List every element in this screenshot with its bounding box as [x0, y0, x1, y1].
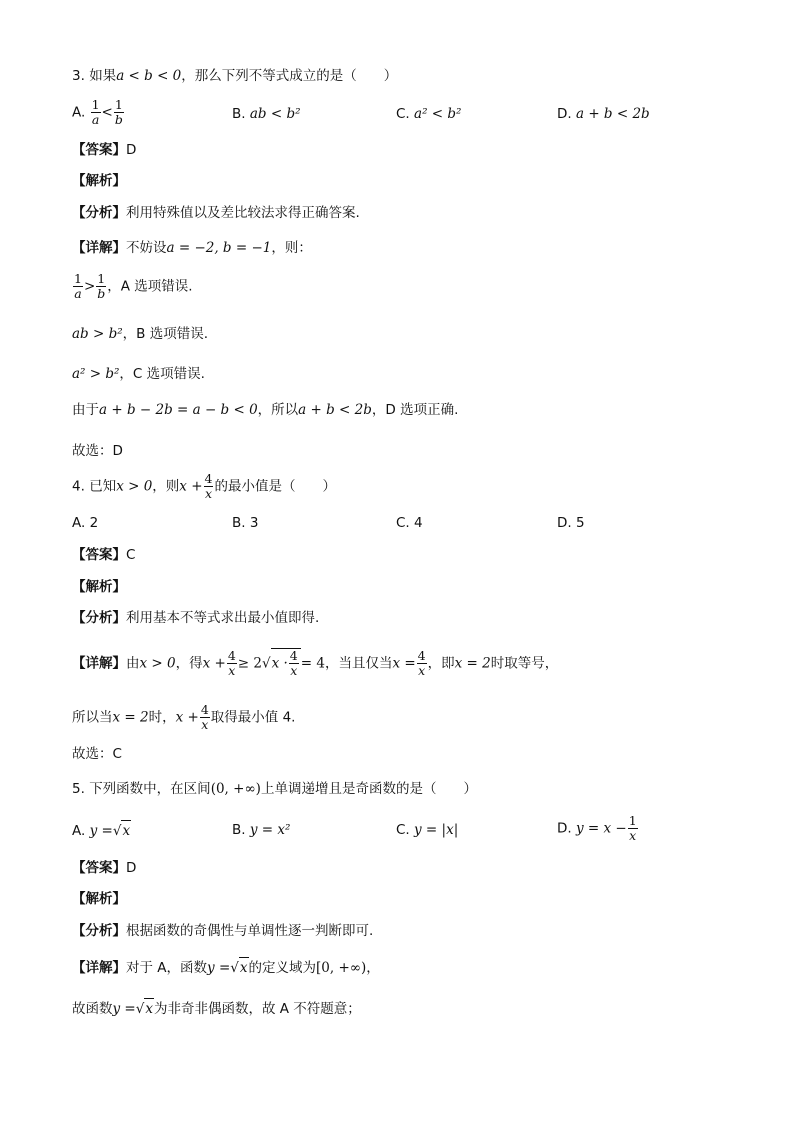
option-d: D. 5 [557, 515, 585, 531]
analysis-summary: 【分析】利用特殊值以及差比较法求得正确答案. [72, 205, 360, 221]
choice-line: 故选：D [72, 443, 123, 459]
analysis-tag: 【解析】 [72, 173, 126, 189]
question-number: 5. [72, 781, 85, 797]
question-3-stem: 3. 如果a < b < 0，那么下列不等式成立的是（ ） [72, 68, 398, 84]
option-d: D. y = x − $\frac{1}{x}$ [557, 813, 637, 843]
math-inline: a < b < 0 [116, 68, 182, 84]
answer-line: 【答案】C [72, 547, 136, 563]
fraction: $\frac{4}{x}$ [204, 471, 213, 501]
option-a: A. $\frac{1}{a}$ < $\frac{1}{b}$ [72, 97, 123, 127]
answer-line: 【答案】D [72, 860, 137, 876]
detail-step-b: ab > b²，B 选项错误. [72, 326, 208, 342]
option-b: B. y = x² [232, 822, 291, 838]
question-5-stem: 5. 下列函数中，在区间(0, +∞)上单调递增且是奇函数的是（ ） [72, 781, 477, 797]
question-number: 4. [72, 478, 85, 495]
fraction: $\frac{1}{b}$ [114, 97, 123, 127]
option-c: C. 4 [396, 515, 423, 531]
option-a: A. y =√x [72, 820, 131, 841]
detail-line: 【详解】对于 A，函数y =√x的定义域为[0, +∞)， [72, 957, 380, 978]
analysis-tag: 【解析】 [72, 891, 126, 907]
analysis-summary: 【分析】利用基本不等式求出最小值即得. [72, 610, 320, 626]
fraction: $\frac{1}{b}$ [97, 271, 106, 301]
option-b: B. ab < b² [232, 106, 301, 122]
option-a: A. 2 [72, 515, 99, 531]
choice-line: 故选：C [72, 746, 122, 762]
option-c: C. a² < b² [396, 106, 462, 122]
detail-step-c: a² > b²，C 选项错误. [72, 366, 205, 382]
option-d: D. a + b < 2b [557, 106, 650, 122]
fraction: $\frac{4}{x}$ [200, 702, 209, 732]
detail-step-a: $\frac{1}{a}$ > $\frac{1}{b}$ ，A 选项错误. [74, 271, 193, 301]
fraction: $\frac{4}{x}$ [227, 648, 236, 678]
question-number: 3. [72, 68, 85, 84]
detail-line: 【详解】不妨设a = −2, b = −1，则： [72, 240, 312, 256]
analysis-summary: 【分析】根据函数的奇偶性与单调性逐一判断即可. [72, 923, 374, 939]
fraction: $\frac{1}{x}$ [628, 813, 637, 843]
detail-step: 所以当x = 2时，x + $\frac{4}{x}$ 取得最小值 4. [72, 702, 296, 732]
analysis-tag: 【解析】 [72, 579, 126, 595]
detail-step-d: 由于a + b − 2b = a − b < 0，所以a + b < 2b，D 选项正确. [72, 402, 459, 418]
option-c: C. y = |x| [396, 822, 459, 838]
fraction: $\frac{1}{a}$ [91, 97, 100, 127]
sqrt-radicand: x · $\frac{4}{x}$ [271, 648, 301, 678]
detail-line: 【详解】由x > 0，得x + $\frac{4}{x}$ ≥ 2√x · $\frac{4}{x}$ = 4，当且仅当x = $\frac{4}{x}$ ，即x = 2时取等号， [72, 648, 559, 678]
answer-line: 【答案】D [72, 142, 137, 158]
question-4-stem: 4. 已知x > 0，则x + $\frac{4}{x}$ 的最小值是（ ） [72, 471, 336, 501]
sqrt-symbol: √ [261, 655, 271, 672]
option-b: B. 3 [232, 515, 259, 531]
fraction: $\frac{1}{a}$ [74, 271, 82, 301]
detail-step: 故函数y =√x为非奇非偶函数，故 A 不符题意； [72, 998, 361, 1019]
fraction: $\frac{4}{x}$ [417, 648, 426, 678]
